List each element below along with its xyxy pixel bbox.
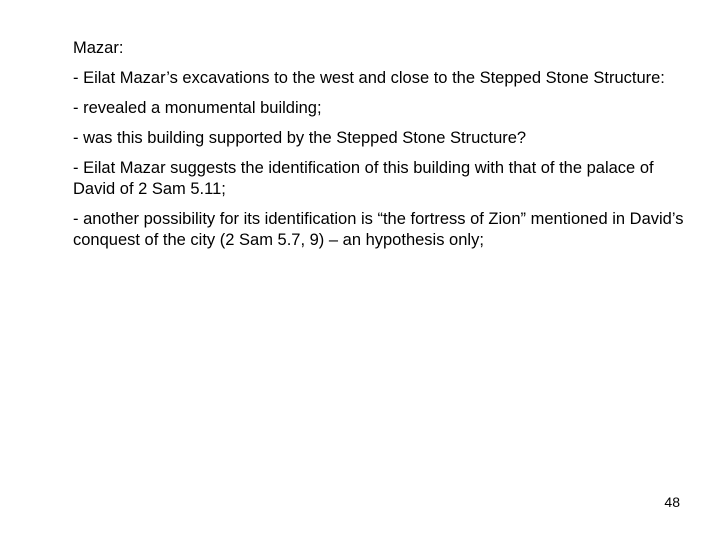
- page-number: 48: [664, 494, 680, 510]
- bullet-paragraph: - Eilat Mazar’s excavations to the west and close to the Stepped Stone Structure:: [73, 69, 665, 87]
- bullet-paragraph: - revealed a monumental building;: [73, 99, 322, 117]
- slide-content: [73, 38, 693, 260]
- bullet-paragraph: - another possibility for its identification is “the fortress of Zion” mentioned in David’s conquest of the city (2 Sam 5.7, 9) – an hypothesis only;: [73, 210, 684, 249]
- bullet-paragraph: - was this building supported by the Stepped Stone Structure?: [73, 129, 527, 147]
- bullet-paragraph: - Eilat Mazar suggests the identification of this building with that of the palace of David of 2 Sam 5.11;: [73, 159, 654, 198]
- slide-heading: Mazar:: [73, 39, 124, 57]
